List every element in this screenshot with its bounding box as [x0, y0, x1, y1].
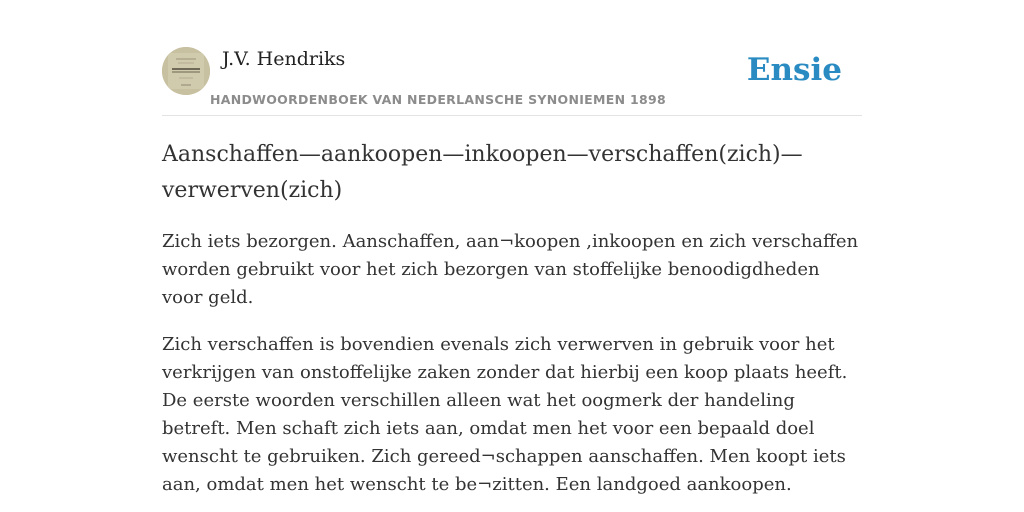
brand-logo[interactable]: Ensie [746, 52, 842, 88]
author-name[interactable]: J.V. Hendriks [222, 48, 346, 70]
entry-title: Aanschaffen—aankoopen—inkoopen—verschaffen(zich)—verwerven(zich) [162, 142, 803, 203]
avatar[interactable] [162, 47, 210, 95]
entry-body [162, 228, 862, 512]
book-cover-icon [162, 47, 210, 95]
paragraph: Zich verschaffen is bovendien evenals zich verwerven in gebruik voor het verkrijgen van onstoffelijke zaken zonder dat hierbij een koop plaats heeft. De eerste woorden verschillen alleen wat het oogmerk der handeling betreft. Men schaft zich iets aan, omdat men het voor een bepaald doel wenscht te gebruiken. Zich gereed¬schappen aanschaffen. Men koopt iets aan, omdat men het wenscht te be¬zitten. Een landgoed aankoopen. [162, 334, 848, 495]
source-title[interactable]: HANDWOORDENBOEK VAN NEDERLANSCHE SYNONIEMEN 1898 [210, 92, 667, 107]
header [162, 46, 862, 116]
paragraph: Zich iets bezorgen. Aanschaffen, aan¬koopen ,inkoopen en zich verschaffen worden gebruikt voor het zich bezorgen van stoffelijke benoodigdheden voor geld. [162, 231, 859, 308]
